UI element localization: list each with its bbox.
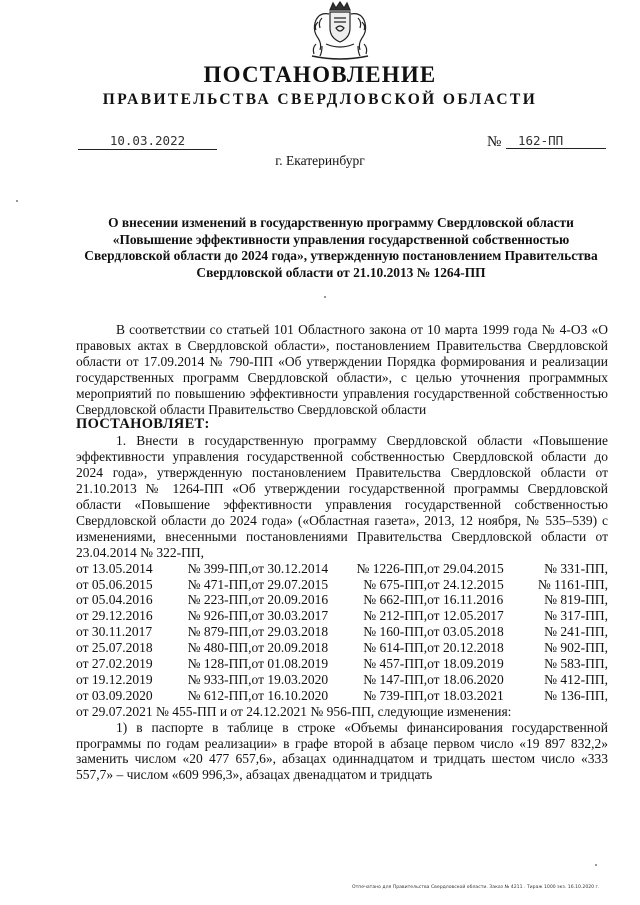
document-title: ПОСТАНОВЛЕНИЕ (203, 62, 437, 87)
act-number: № 212-ПП, (363, 608, 428, 624)
act-number: № 675-ПП, (363, 576, 428, 592)
act-date: от 03.09.2020 (76, 687, 153, 703)
act-number: № 1226-ПП, (356, 560, 428, 576)
act-date: от 13.05.2014 (76, 560, 153, 576)
acts-row (76, 592, 608, 608)
act-number: № 412-ПП, (544, 671, 608, 687)
act-date: от 19.12.2019 (76, 671, 153, 687)
act-number: № 241-ПП, (544, 624, 608, 640)
act-number: № 583-ПП, (544, 656, 608, 672)
act-date: от 01.08.2019 (251, 656, 329, 672)
document-heading: О внесении изменений в государственную программу Свердловской области «Повышение эффективности управления государственной собственностью Свердловской области до 2024 года», утвержденную постановлением Правительства Свердловской области от 21.10.2013 № 1264-ПП (84, 215, 598, 281)
act-number: № 614-ПП, (363, 640, 428, 656)
coat-of-arms-icon (296, 0, 384, 62)
scan-speck (16, 200, 18, 202)
number-label: № (487, 134, 502, 150)
act-number: № 136-ПП, (544, 687, 608, 703)
act-date: от 20.12.2018 (427, 640, 504, 656)
act-date: от 18.03.2021 (427, 687, 504, 703)
act-number: № 926-ПП, (187, 608, 252, 624)
act-number: № 317-ПП, (544, 608, 608, 624)
act-date: от 24.12.2015 (427, 576, 504, 592)
document-body (76, 322, 608, 783)
act-number: № 147-ПП, (363, 671, 428, 687)
acts-row (76, 672, 608, 688)
act-date: от 03.05.2018 (427, 624, 504, 640)
acts-row (76, 577, 608, 593)
act-date: от 18.06.2020 (427, 671, 504, 687)
act-date: от 05.04.2016 (76, 592, 153, 608)
act-date: от 16.11.2016 (427, 592, 504, 608)
act-number: № 819-ПП, (544, 592, 608, 608)
amending-acts-table (76, 561, 608, 704)
act-date: от 20.09.2016 (251, 592, 329, 608)
acts-row (76, 688, 608, 704)
act-date: от 30.12.2014 (251, 560, 329, 576)
city: г. Екатеринбург (275, 153, 365, 168)
act-number: № 1161-ПП, (537, 576, 608, 592)
act-date: от 29.04.2015 (427, 560, 504, 576)
document-date: 10.03.2022 (78, 133, 217, 150)
act-date: от 05.06.2015 (76, 576, 153, 592)
act-number: № 457-ПП, (363, 656, 428, 672)
scan-speck (324, 296, 326, 298)
document-number: 162-ПП (506, 133, 606, 149)
acts-row (76, 656, 608, 672)
act-number: № 480-ПП, (187, 640, 252, 656)
preamble-paragraph: В соответствии со статьей 101 Областного закона от 10 марта 1999 года № 4-ОЗ «О правовых актах в Свердловской области», постановлением Правительства Свердловской области от 17.09.2014 № 790-ПП «Об утверждении Порядка формирования и реализации государственных программ Свердловской области», с целью уточнения программных мероприятий по повышению эффективности управления государственной собственностью Свердловской области Правительство Свердловской области (76, 322, 608, 417)
act-number: № 471-ПП, (187, 576, 252, 592)
act-number: № 933-ПП, (187, 671, 252, 687)
item1-intro: 1. Внести в государственную программу Свердловской области «Повышение эффективности управления государственной собственностью Свердловской области до 2024 года», утвержденную постановлением Правительства Свердловской области от 21.10.2013 № 1264-ПП «Об утверждении государственной программы Свердловской области «Повышение эффективности управления государственной собственностью Свердловской области до 2024 года» («Областная газета», 2013, 12 ноября, № 535–539) с изменениями, внесенными постановлениями Правительства Свердловской области от 23.04.2014 № 322-ПП, (76, 433, 608, 560)
act-number: № 128-ПП, (187, 656, 252, 672)
acts-row (76, 624, 608, 640)
act-number: № 223-ПП, (187, 592, 252, 608)
act-date: от 30.11.2017 (76, 624, 153, 640)
act-date: от 27.02.2019 (76, 656, 153, 672)
act-number: № 879-ПП, (187, 624, 252, 640)
print-footer: Отпечатано для Правительства Свердловской области. Заказ № 4211 . Тираж 1000 экз. 16.10.2020 г. (352, 885, 600, 890)
acts-tail: от 29.07.2021 № 455-ПП и от 24.12.2021 № 956-ПП, следующие изменения: (76, 703, 512, 719)
acts-row (76, 640, 608, 656)
act-number: № 399-ПП, (187, 560, 252, 576)
act-number: № 331-ПП, (544, 560, 608, 576)
resolves-label: ПОСТАНОВЛЯЕТ: (76, 416, 210, 433)
act-date: от 12.05.2017 (427, 608, 504, 624)
act-date: от 30.03.2017 (251, 608, 329, 624)
acts-row (76, 608, 608, 624)
act-date: от 29.07.2015 (251, 576, 329, 592)
act-date: от 16.10.2020 (251, 687, 329, 703)
act-number: № 612-ПП, (187, 687, 252, 703)
act-number: № 160-ПП, (363, 624, 428, 640)
act-number: № 662-ПП, (363, 592, 428, 608)
act-date: от 29.12.2016 (76, 608, 153, 624)
act-date: от 25.07.2018 (76, 640, 153, 656)
issuing-body: ПРАВИТЕЛЬСТВА СВЕРДЛОВСКОЙ ОБЛАСТИ (102, 91, 538, 108)
act-number: № 902-ПП, (544, 640, 608, 656)
act-number: № 739-ПП, (363, 687, 428, 703)
subitem-1: 1) в паспорте в таблице в строке «Объемы финансирования государственной программы по годам реализации» в графе второй в абзаце первом число «19 897 832,2» заменить числом «20 477 657,6», абзацах одиннадцатом и тридцать шестом число «333 557,7» – числом «609 996,3», абзацах двенадцатом и тридцать (76, 719, 608, 783)
act-date: от 18.09.2019 (427, 656, 504, 672)
act-date: от 20.09.2018 (251, 640, 329, 656)
act-date: от 29.03.2018 (251, 624, 329, 640)
scan-speck (595, 864, 597, 866)
act-date: от 19.03.2020 (251, 671, 329, 687)
acts-row (76, 561, 608, 577)
